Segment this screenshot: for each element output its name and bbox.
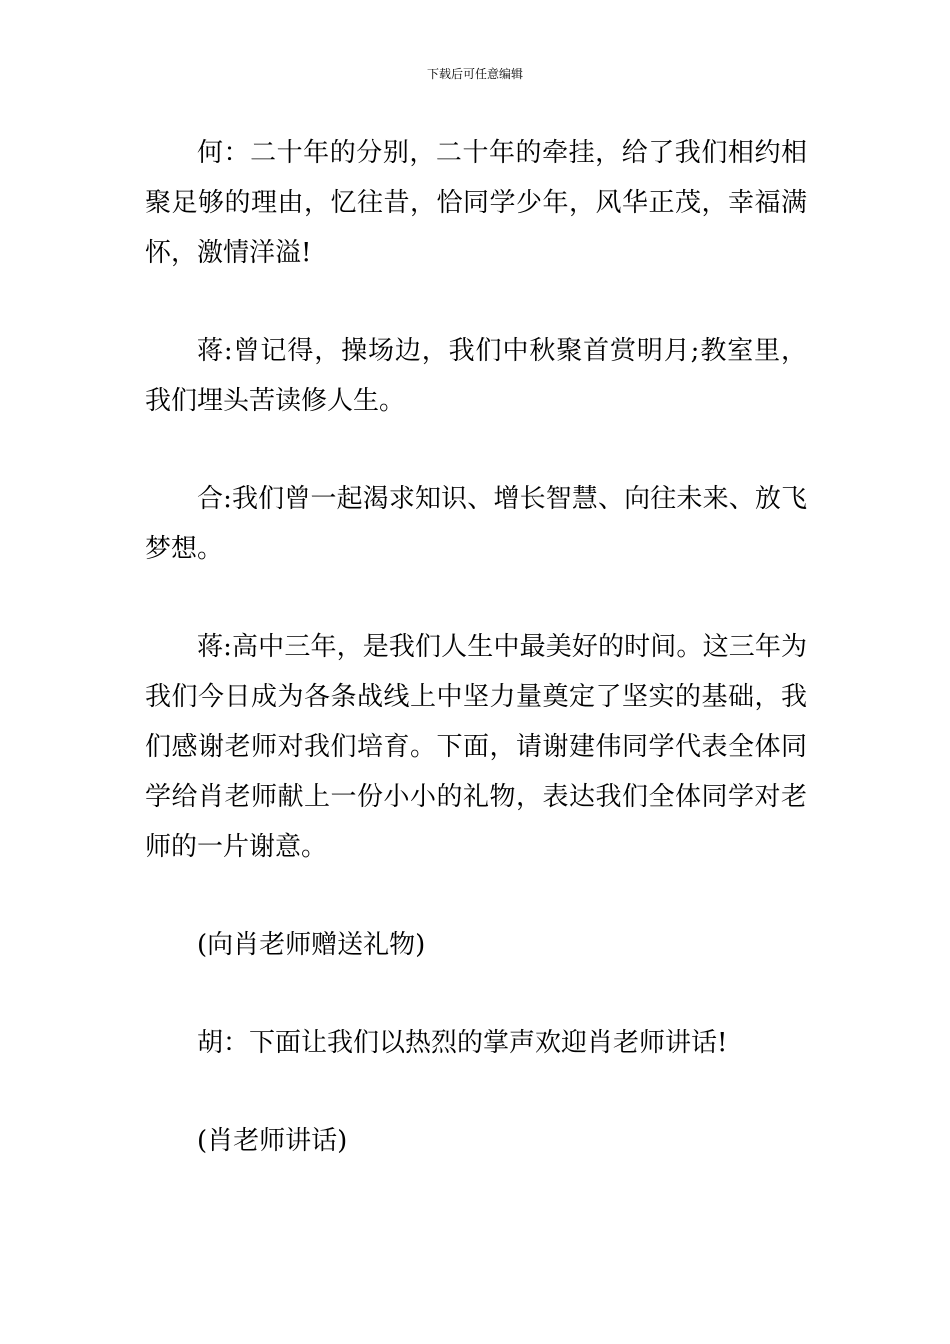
stage-direction-gift: (向肖老师赠送礼物) bbox=[197, 930, 426, 960]
stage-direction-speech: (肖老师讲话) bbox=[197, 1126, 348, 1156]
paragraph-he-together: 合:我们曾一起渴求知识、增长智慧、向往未来、放飞梦想。 bbox=[145, 484, 807, 564]
paragraph-jiang-2: 蒋:高中三年，是我们人生中最美好的时间。这三年为我们今日成为各条战线上中坚力量奠定了坚实的基础，我们感谢老师对我们培育。下面，请谢建伟同学代表全体同学给肖老师献上一份小小的礼物，表达我们全体同学对老师的一片谢意。 bbox=[145, 632, 807, 862]
paragraph-hu: 胡：下面让我们以热烈的掌声欢迎肖老师讲话! bbox=[197, 1028, 728, 1058]
document-body bbox=[145, 128, 807, 1166]
paragraph-jiang-1: 蒋:曾记得，操场边，我们中秋聚首赏明月;教室里，我们埋头苦读修人生。 bbox=[145, 336, 807, 416]
page-header: 下载后可任意编辑 bbox=[426, 67, 523, 81]
paragraph-he: 何：二十年的分别，二十年的牵挂，给了我们相约相聚足够的理由，忆往昔，恰同学少年，风华正茂，幸福满怀，激情洋溢! bbox=[145, 138, 807, 268]
